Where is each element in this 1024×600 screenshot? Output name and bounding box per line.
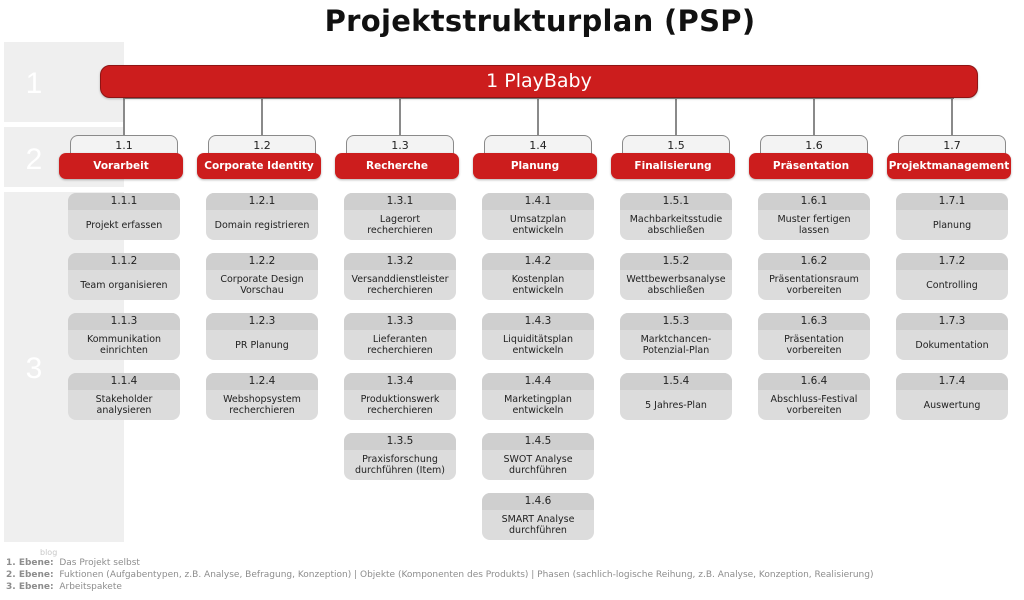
work-package-number: 1.6.3 [758, 313, 870, 330]
work-package-number: 1.5.3 [620, 313, 732, 330]
work-package[interactable] [620, 193, 732, 240]
work-package[interactable] [344, 313, 456, 360]
work-package-number: 1.4.1 [482, 193, 594, 210]
watermark-text: blog [40, 548, 58, 557]
column-connector-line [123, 97, 125, 137]
work-package-label: Produktionswerk recherchieren [360, 394, 440, 416]
work-package[interactable] [758, 193, 870, 240]
work-package-label: 5 Jahres-Plan [645, 399, 707, 411]
work-package-number: 1.1.2 [68, 253, 180, 270]
legend-label: 1. Ebene: [6, 558, 54, 568]
column-connector-line [537, 97, 539, 137]
work-package-label: Präsentationsraum vorbereiten [769, 274, 859, 296]
work-package-label: Kostenplan entwickeln [511, 274, 565, 296]
work-package-label: Stakeholder analysieren [95, 394, 153, 416]
column-header[interactable]: Corporate Identity [197, 153, 321, 179]
work-package-number: 1.4.5 [482, 433, 594, 450]
work-package-number: 1.7.2 [896, 253, 1008, 270]
work-package-number: 1.5.2 [620, 253, 732, 270]
legend-line-3 [6, 581, 873, 593]
level-label-3: 3 [25, 352, 43, 385]
column-number: 1.2 [208, 135, 316, 157]
work-package[interactable] [896, 193, 1008, 240]
work-package[interactable] [344, 373, 456, 420]
work-package-label: PR Planung [235, 339, 289, 351]
work-package-label: Marketingplan entwickeln [504, 394, 572, 416]
level-label-2: 2 [25, 143, 43, 176]
column-header[interactable]: Planung [473, 153, 597, 179]
work-package[interactable] [482, 493, 594, 540]
work-package-label: Umsatzplan entwickeln [509, 214, 567, 236]
work-package-label: Wettbewerbsanalyse abschließen [626, 274, 726, 296]
legend-label: 3. Ebene: [6, 582, 54, 592]
work-package-label: Auswertung [923, 399, 981, 411]
work-package-label: Marktchancen-Potenzial-Plan [640, 334, 712, 356]
column-connector-line [813, 97, 815, 137]
column-header[interactable]: Recherche [335, 153, 459, 179]
work-package-label: Corporate Design Vorschau [220, 274, 304, 296]
work-package[interactable] [68, 253, 180, 300]
work-package-number: 1.3.3 [344, 313, 456, 330]
work-package[interactable] [206, 253, 318, 300]
legend-line-2 [6, 569, 873, 581]
work-package-number: 1.1.3 [68, 313, 180, 330]
column-connector-line [675, 97, 677, 137]
column-header[interactable]: Vorarbeit [59, 153, 183, 179]
work-package-number: 1.5.1 [620, 193, 732, 210]
work-package-label: Controlling [926, 279, 978, 291]
column-connector-line [951, 97, 953, 137]
work-package-label: Abschluss-Festival vorbereiten [770, 394, 858, 416]
legend-label: 2. Ebene: [6, 570, 54, 580]
work-package-number: 1.3.4 [344, 373, 456, 390]
work-package-label: Lagerort recherchieren [367, 214, 433, 236]
work-package[interactable] [344, 433, 456, 480]
column-number: 1.5 [622, 135, 730, 157]
legend-text: Das Projekt selbst [59, 558, 140, 568]
work-package[interactable] [482, 433, 594, 480]
work-package-number: 1.3.2 [344, 253, 456, 270]
column-connector-line [399, 97, 401, 137]
work-package-number: 1.4.3 [482, 313, 594, 330]
work-package-number: 1.4.6 [482, 493, 594, 510]
column-number: 1.4 [484, 135, 592, 157]
work-package-number: 1.2.1 [206, 193, 318, 210]
work-package-label: Webshopsystem recherchieren [223, 394, 301, 416]
work-package[interactable] [896, 373, 1008, 420]
column-number: 1.1 [70, 135, 178, 157]
work-package-label: SMART Analyse durchführen [501, 514, 575, 536]
work-package[interactable] [206, 193, 318, 240]
work-package-label: Domain registrieren [214, 219, 310, 231]
work-package-label: Liquiditätsplan entwickeln [502, 334, 574, 356]
work-package[interactable] [206, 313, 318, 360]
work-package-label: Dokumentation [915, 339, 989, 351]
legend-line-1 [6, 557, 873, 569]
column-connector-line [261, 97, 263, 137]
work-package-number: 1.6.2 [758, 253, 870, 270]
work-package[interactable] [344, 193, 456, 240]
column-number: 1.7 [898, 135, 1006, 157]
work-package[interactable] [620, 253, 732, 300]
work-package-number: 1.5.4 [620, 373, 732, 390]
work-package-number: 1.6.1 [758, 193, 870, 210]
work-package[interactable] [482, 313, 594, 360]
column-header[interactable]: Präsentation [749, 153, 873, 179]
work-package-number: 1.6.4 [758, 373, 870, 390]
legend-text: Arbeitspakete [59, 582, 122, 592]
work-package-number: 1.4.4 [482, 373, 594, 390]
column-header[interactable]: Finalisierung [611, 153, 735, 179]
work-package-label: Team organisieren [80, 279, 168, 291]
legend-footer [6, 548, 874, 593]
work-package-number: 1.4.2 [482, 253, 594, 270]
work-package-number: 1.7.1 [896, 193, 1008, 210]
work-package-number: 1.1.4 [68, 373, 180, 390]
work-package[interactable] [68, 313, 180, 360]
work-package[interactable] [758, 313, 870, 360]
work-package[interactable] [344, 253, 456, 300]
work-package[interactable] [896, 253, 1008, 300]
work-package[interactable] [482, 253, 594, 300]
work-package[interactable] [206, 373, 318, 420]
work-package-label: Muster fertigen lassen [777, 214, 851, 236]
work-package[interactable] [482, 373, 594, 420]
work-package-label: SWOT Analyse durchführen [503, 454, 573, 476]
level-label-1: 1 [25, 67, 43, 100]
work-package[interactable] [620, 313, 732, 360]
work-package[interactable] [620, 373, 732, 420]
column-number: 1.6 [760, 135, 868, 157]
work-package[interactable] [758, 253, 870, 300]
work-package-number: 1.7.3 [896, 313, 1008, 330]
column-header[interactable]: Projektmanagement [887, 153, 1011, 179]
work-package[interactable] [68, 373, 180, 420]
column-number: 1.3 [346, 135, 454, 157]
page-title: Projektstrukturplan (PSP) [324, 4, 756, 38]
work-package-number: 1.2.3 [206, 313, 318, 330]
work-package[interactable] [482, 193, 594, 240]
work-package-label: Kommunikation einrichten [86, 334, 162, 356]
work-package[interactable] [68, 193, 180, 240]
work-package-label: Lieferanten recherchieren [367, 334, 433, 356]
work-package-label: Praxisforschung durchführen (Item) [355, 454, 445, 476]
legend-text: Fuktionen (Aufgabentypen, z.B. Analyse, Befragung, Konzeption) | Objekte (Komponenten des Produkts) | Phasen (sachlich-logische Reihung, z.B. Analyse, Konzeption, Realisierung) [59, 570, 874, 580]
work-package-label: Präsentation vorbereiten [784, 334, 844, 356]
work-package-number: 1.2.2 [206, 253, 318, 270]
work-package[interactable] [896, 313, 1008, 360]
work-package-number: 1.3.5 [344, 433, 456, 450]
work-package-number: 1.2.4 [206, 373, 318, 390]
work-package[interactable] [758, 373, 870, 420]
work-package-number: 1.7.4 [896, 373, 1008, 390]
work-package-number: 1.3.1 [344, 193, 456, 210]
work-package-label: Versanddienstleister recherchieren [351, 274, 449, 296]
work-package-label: Planung [932, 219, 972, 231]
work-package-number: 1.1.1 [68, 193, 180, 210]
work-package-label: Projekt erfassen [85, 219, 163, 231]
root-node[interactable]: 1 PlayBaby [100, 65, 978, 98]
work-package-label: Machbarkeitsstudie abschließen [629, 214, 723, 236]
